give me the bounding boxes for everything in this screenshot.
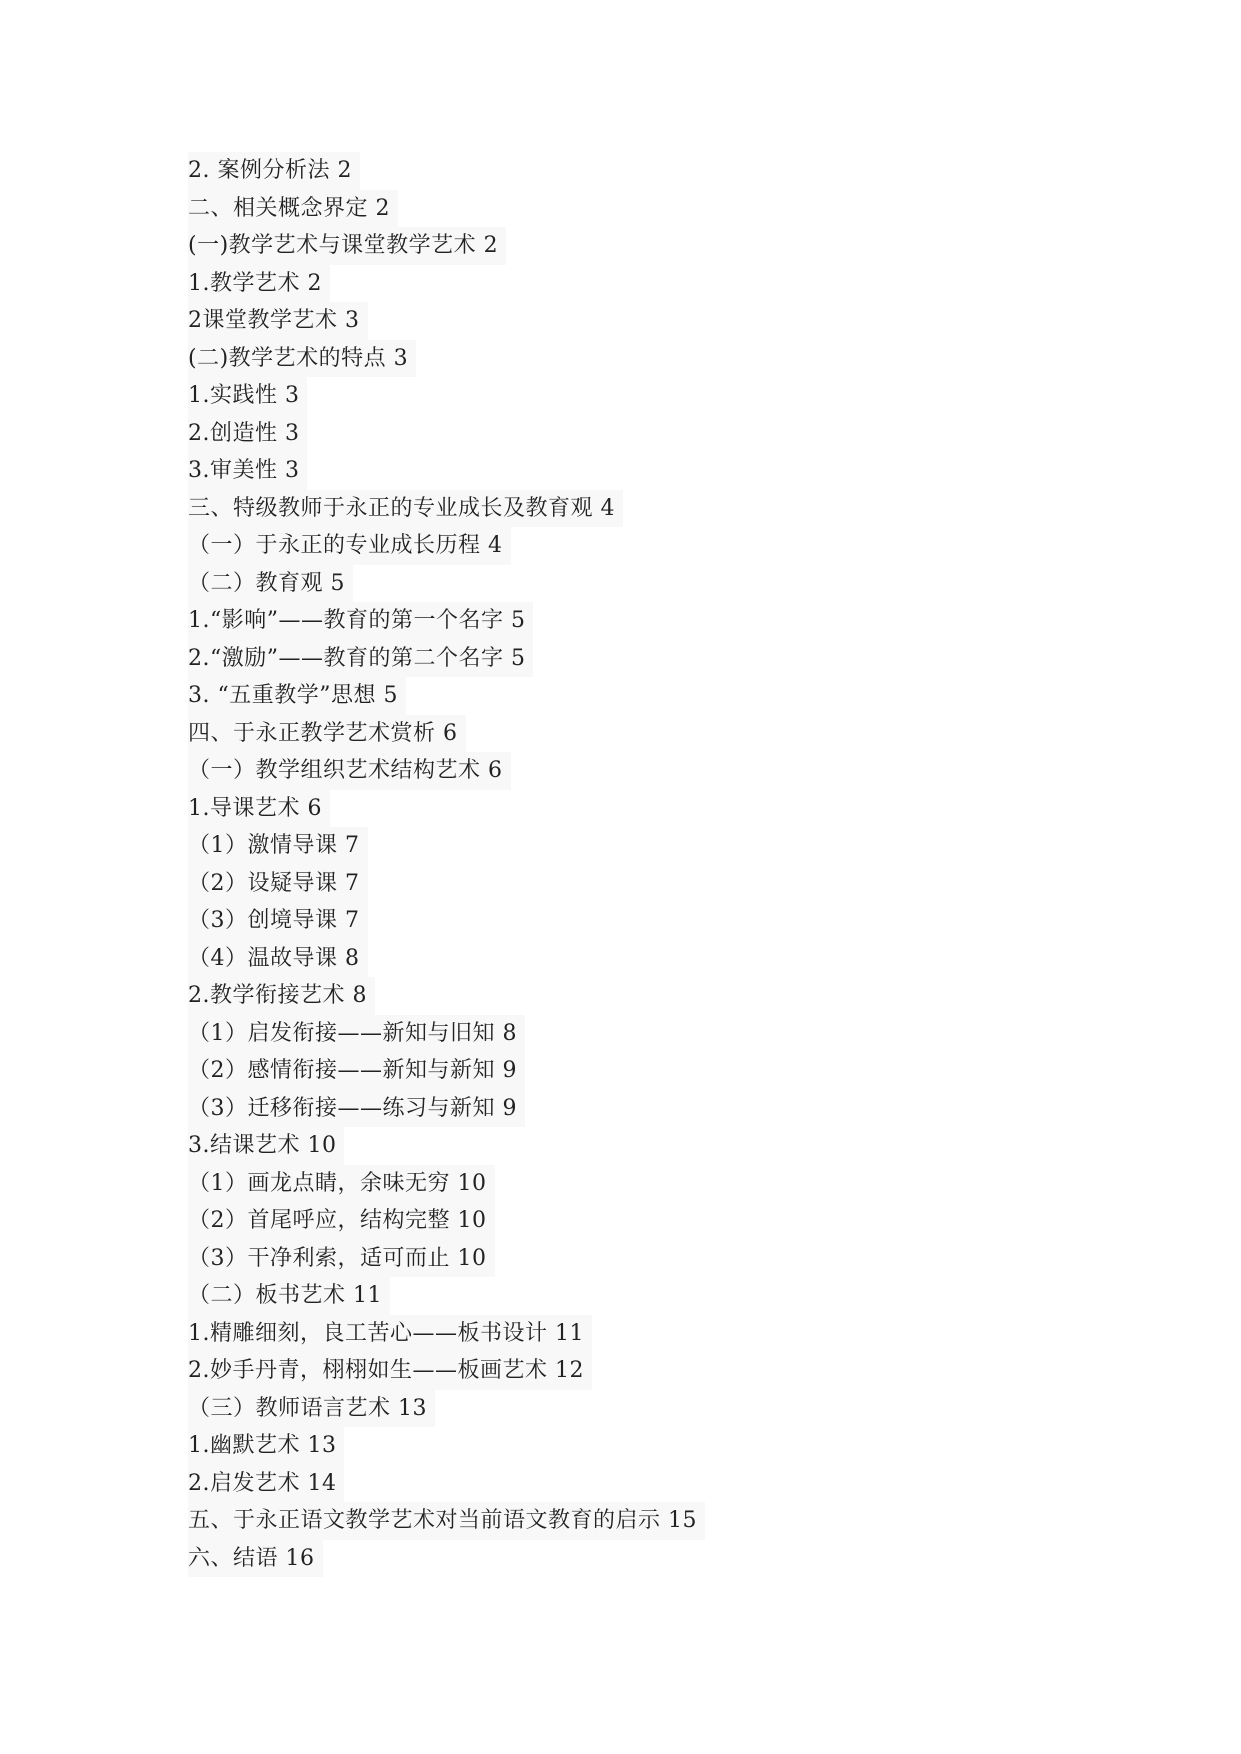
toc-entry-text: （2）感情衔接——新知与新知 9 <box>188 1052 525 1090</box>
toc-entry <box>188 977 1088 1015</box>
toc-entry-text: 2.妙手丹青，栩栩如生——板画艺术 12 <box>188 1352 592 1390</box>
toc-entry-text: （4）温故导课 8 <box>188 940 368 978</box>
toc-entry-text: 3.审美性 3 <box>188 452 307 490</box>
toc-entry-text: 二、相关概念界定 2 <box>188 190 398 228</box>
toc-entry-text: 2.教学衔接艺术 8 <box>188 977 375 1015</box>
toc-entry <box>188 1015 1088 1053</box>
toc-entry-text: 3.结课艺术 10 <box>188 1127 344 1165</box>
toc-entry <box>188 902 1088 940</box>
toc-entry <box>188 1390 1088 1428</box>
toc-entry-text: （一）于永正的专业成长历程 4 <box>188 527 511 565</box>
toc-entry-text: (一)教学艺术与课堂教学艺术 2 <box>188 227 506 265</box>
toc-entry <box>188 1240 1088 1278</box>
toc-entry <box>188 527 1088 565</box>
table-of-contents <box>188 152 1088 1577</box>
toc-entry <box>188 1465 1088 1503</box>
toc-entry <box>188 1052 1088 1090</box>
toc-entry <box>188 1352 1088 1390</box>
toc-entry <box>188 490 1088 528</box>
toc-entry <box>188 1127 1088 1165</box>
toc-entry-text: 1.实践性 3 <box>188 377 307 415</box>
toc-entry <box>188 790 1088 828</box>
toc-entry-text: （2）首尾呼应，结构完整 10 <box>188 1202 495 1240</box>
toc-entry-text: （1）画龙点睛，余味无穷 10 <box>188 1165 495 1203</box>
toc-entry <box>188 715 1088 753</box>
toc-entry <box>188 1427 1088 1465</box>
toc-entry-text: 3. “五重教学”思想 5 <box>188 677 406 715</box>
toc-entry-text: （1）启发衔接——新知与旧知 8 <box>188 1015 525 1053</box>
toc-entry <box>188 602 1088 640</box>
toc-entry <box>188 227 1088 265</box>
toc-entry <box>188 865 1088 903</box>
toc-entry-text: （3）干净利索，适可而止 10 <box>188 1240 495 1278</box>
toc-entry-text: 2.“激励”——教育的第二个名字 5 <box>188 640 533 678</box>
toc-entry-text: （一）教学组织艺术结构艺术 6 <box>188 752 511 790</box>
toc-entry-text: （1）激情导课 7 <box>188 827 368 865</box>
toc-entry-text: 1.精雕细刻，良工苦心——板书设计 11 <box>188 1315 592 1353</box>
toc-entry <box>188 415 1088 453</box>
toc-entry-text: 四、于永正教学艺术赏析 6 <box>188 715 466 753</box>
toc-entry <box>188 1202 1088 1240</box>
toc-entry <box>188 940 1088 978</box>
toc-entry <box>188 827 1088 865</box>
toc-entry-text: 1.“影响”——教育的第一个名字 5 <box>188 602 533 640</box>
toc-entry <box>188 1540 1088 1578</box>
toc-entry-text: 五、于永正语文教学艺术对当前语文教育的启示 15 <box>188 1502 705 1540</box>
toc-entry-text: （三）教师语言艺术 13 <box>188 1390 435 1428</box>
toc-entry <box>188 265 1088 303</box>
toc-entry <box>188 152 1088 190</box>
toc-entry <box>188 1165 1088 1203</box>
toc-entry-text: （二）板书艺术 11 <box>188 1277 390 1315</box>
toc-entry-text: 2. 案例分析法 2 <box>188 152 360 190</box>
toc-entry <box>188 1502 1088 1540</box>
toc-entry <box>188 565 1088 603</box>
toc-entry <box>188 1315 1088 1353</box>
toc-entry <box>188 452 1088 490</box>
toc-entry-text: 六、结语 16 <box>188 1540 323 1578</box>
toc-entry <box>188 677 1088 715</box>
toc-entry <box>188 640 1088 678</box>
toc-entry-text: （3）创境导课 7 <box>188 902 368 940</box>
toc-entry-text: （二）教育观 5 <box>188 565 353 603</box>
toc-entry-text: 2课堂教学艺术 3 <box>188 302 368 340</box>
toc-entry <box>188 752 1088 790</box>
toc-entry <box>188 377 1088 415</box>
toc-entry-text: 2.创造性 3 <box>188 415 307 453</box>
toc-entry <box>188 340 1088 378</box>
toc-entry <box>188 190 1088 228</box>
toc-entry-text: 1.幽默艺术 13 <box>188 1427 344 1465</box>
toc-entry-text: 2.启发艺术 14 <box>188 1465 344 1503</box>
toc-entry <box>188 1277 1088 1315</box>
toc-entry-text: 1.教学艺术 2 <box>188 265 330 303</box>
toc-entry <box>188 302 1088 340</box>
toc-entry-text: （2）设疑导课 7 <box>188 865 368 903</box>
toc-entry-text: 三、特级教师于永正的专业成长及教育观 4 <box>188 490 623 528</box>
toc-entry-text: （3）迁移衔接——练习与新知 9 <box>188 1090 525 1128</box>
toc-entry <box>188 1090 1088 1128</box>
toc-entry-text: 1.导课艺术 6 <box>188 790 330 828</box>
toc-entry-text: (二)教学艺术的特点 3 <box>188 340 416 378</box>
